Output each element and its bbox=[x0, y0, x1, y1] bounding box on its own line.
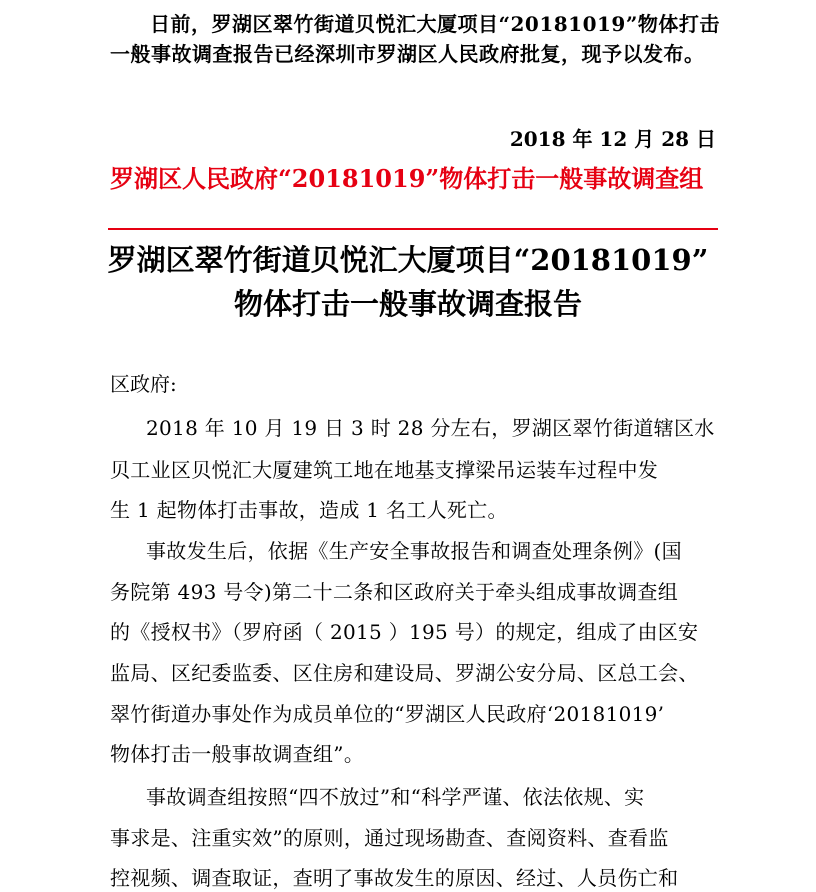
report-title-line-1: 罗湖区翠竹街道贝悦汇大厦项目“20181019” bbox=[107, 243, 709, 277]
paragraph-3-line-1: 事故调查组按照“四不放过”和“科学严谨、依法依规、实 bbox=[146, 785, 645, 809]
paragraph-2-line-1: 事故发生后，依据《生产安全事故报告和调查处理条例》(国 bbox=[146, 539, 682, 563]
paragraph-2-line-4: 监局、区纪委监委、区住房和建设局、罗湖公安分局、区总工会、 bbox=[110, 661, 699, 685]
paragraph-2-line-5: 翠竹街道办事处作为成员单位的“罗湖区人民政府‘20181019’ bbox=[110, 702, 665, 726]
paragraph-1-line-2: 贝工业区贝悦汇大厦建筑工地在地基支撑梁吊运装车过程中发 bbox=[110, 458, 659, 482]
paragraph-2-line-3: 的《授权书》（罗府函（ 2015 ）195 号）的规定，组成了由区安 bbox=[110, 620, 699, 644]
paragraph-1-line-1: 2018 年 10 月 19 日 3 时 28 分左右，罗湖区翠竹街道辖区水 bbox=[146, 416, 715, 440]
paragraph-2-line-2: 务院第 493 号令)第二十二条和区政府关于牵头组成事故调查组 bbox=[110, 580, 678, 604]
paragraph-1-line-3: 生 1 起物体打击事故，造成 1 名工人死亡。 bbox=[110, 498, 508, 522]
red-divider-rule bbox=[108, 228, 718, 230]
salutation: 区政府: bbox=[110, 372, 177, 396]
paragraph-3-line-2: 事求是、注重实效”的原则，通过现场勘查、查阅资料、查看监 bbox=[110, 826, 669, 850]
paragraph-3-line-3: 控视频、调查取证，查明了事故发生的原因、经过、人员伤亡和 bbox=[110, 866, 679, 890]
investigation-group-name: 罗湖区人民政府“20181019”物体打击一般事故调查组 bbox=[110, 164, 704, 193]
paragraph-2-line-6: 物体打击一般事故调查组”。 bbox=[110, 742, 365, 766]
report-title-line-2: 物体打击一般事故调查报告 bbox=[233, 287, 582, 321]
release-date: 2018 年 12 月 28 日 bbox=[509, 127, 716, 151]
release-notice-line-2: 一般事故调查报告已经深圳市罗湖区人民政府批复，现予以发布。 bbox=[110, 42, 705, 66]
release-notice-line-1: 日前，罗湖区翠竹街道贝悦汇大厦项目“20181019”物体打击 bbox=[150, 12, 720, 36]
